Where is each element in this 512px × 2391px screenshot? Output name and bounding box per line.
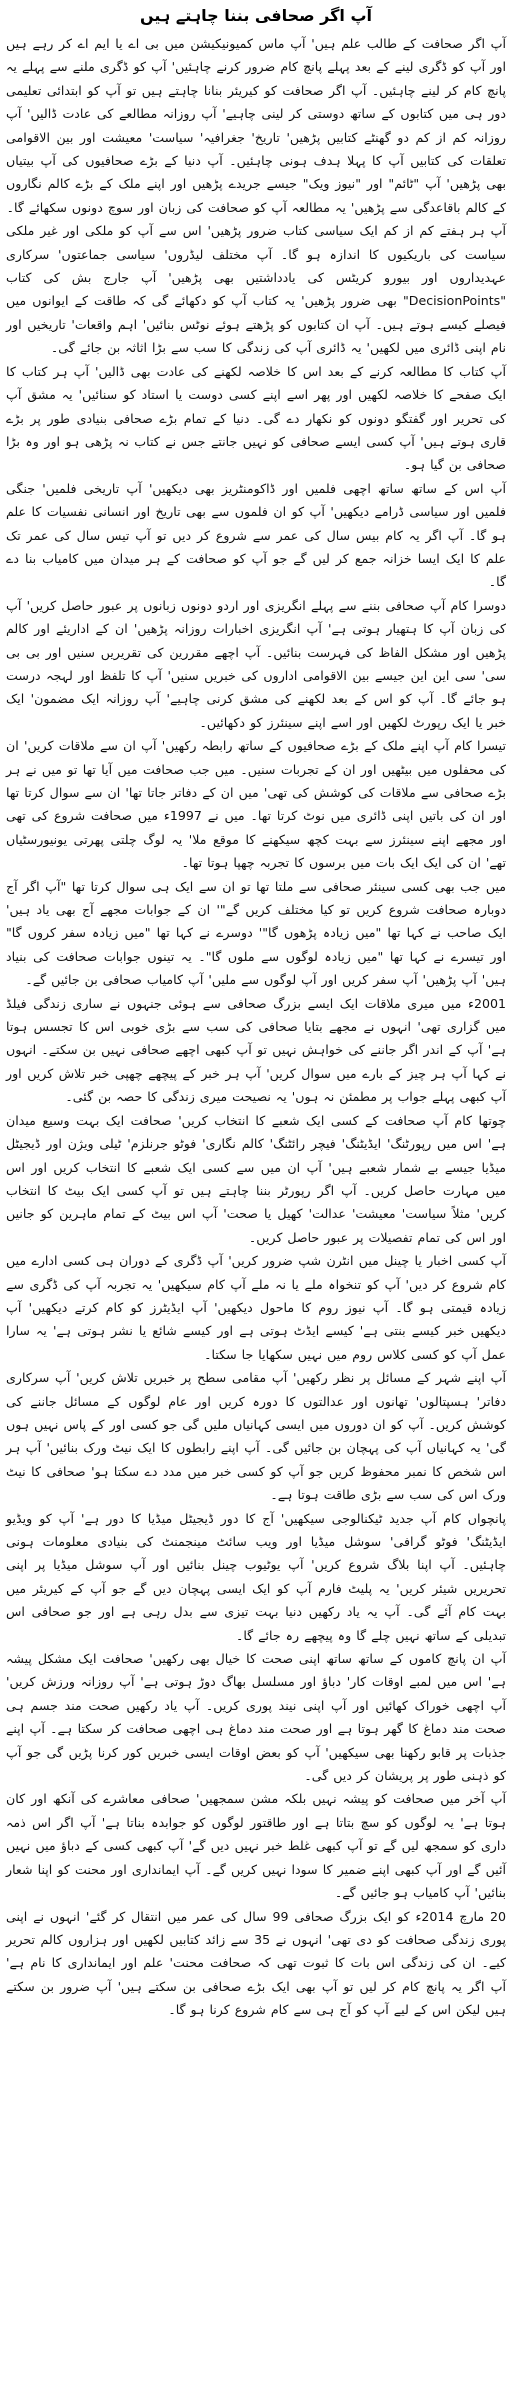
paragraph: پانچواں کام آپ جدید ٹیکنالوجی سیکھیں' آج کا دور ڈیجیٹل میڈیا کا دور ہے' آپ کو ویڈیو ایڈیٹنگ' فوٹو گرافی' سوشل میڈیا اور ویب سائٹ مینجمنٹ کی بنیادی معلومات ہونی چاہئیں۔ آپ اپنا بلاگ شروع کریں' آپ یوٹیوب چینل بنائیں اور آپ سوشل میڈیا پر اپنی تحریریں شیئر کریں' یہ پلیٹ فارم آپ کو ایک ایسی پہچان دیں گے جو آپ کے کیریئر میں بہت کام آئے گی۔ آپ یہ یاد رکھیں دنیا بہت تیزی سے بدل رہی ہے اور جو صحافی اس تبدیلی کے ساتھ نہیں چلے گا وہ پیچھے رہ جائے گا۔ [6, 1510, 506, 1643]
paragraph: آپ اگر صحافت کے طالب علم ہیں' آپ ماس کمیونیکیشن میں بی اے یا ایم اے کر رہے ہیں اور آپ کو ڈگری لینے کے بعد پہلے پانچ کام ضرور کرنے چاہئیں' آپ کو ڈگری ملنے سے پہلے یہ پانچ کام کر لینے چاہئیں۔ آپ اگر صحافت کو کیریئر بنانا چاہتے ہیں تو آپ کو ابتدائی تعلیمی دور ہی میں کتابوں کے ساتھ دوستی کر لینی چاہیے' آپ روزانہ مطالعے کی عادت ڈالیں' آپ روزانہ کم از کم دو گھنٹے کتابیں پڑھیں' تاریخ' جغرافیہ' سیاست' معیشت اور بین الاقوامی تعلقات کی کتابیں آپ کا پہلا ہدف ہونی چاہئیں۔ آپ دنیا کے بڑے صحافیوں کی آپ بیتیاں بھی پڑھیں' آپ "ٹائم" اور "نیوز ویک" جیسے جریدے پڑھیں اور اپنے ملک کے بڑے کالم نگاروں کے کالم باقاعدگی سے پڑھیں' یہ مطالعہ آپ کو صحافت کی زبان اور سوچ دونوں سکھائے گا۔ [6, 36, 506, 215]
paragraph: چوتھا کام آپ صحافت کے کسی ایک شعبے کا انتخاب کریں' صحافت ایک بہت وسیع میدان ہے' اس میں رپورٹنگ' ایڈیٹنگ' فیچر رائٹنگ' کالم نگاری' فوٹو جرنلزم' ٹیلی ویژن اور ڈیجیٹل میڈیا جیسے بے شمار شعبے ہیں' آپ ان میں سے کسی ایک شعبے کا انتخاب کریں اور اس میں مہارت حاصل کریں۔ آپ اگر رپورٹر بننا چاہتے ہیں تو آپ کسی ایک بیٹ کا انتخاب کریں' مثلاً سیاست' معیشت' عدالت' کھیل یا صحت' آپ اس بیٹ کے تمام ماہرین کو جانیں اور اس کی تمام تفصیلات پر عبور حاصل کریں۔ [6, 1112, 506, 1245]
column-headline: آپ اگر صحافی بننا چاہتے ہیں [139, 6, 373, 25]
paragraph: آپ اس کے ساتھ ساتھ اچھی فلمیں اور ڈاکومنٹریز بھی دیکھیں' آپ تاریخی فلمیں' جنگی فلمیں اور سیاسی ڈرامے دیکھیں' آپ کو ان فلموں سے بھی تاریخ اور انسانی نفسیات کا علم ہو گا۔ آپ اگر یہ کام بیس سال کی عمر سے شروع کر دیں تو آپ تیس سال کی عمر تک علم کا ایک ایسا خزانہ جمع کر لیں گے جو آپ کو صحافت کے ہر میدان میں کامیاب بنا دے گا۔ [6, 480, 506, 590]
paragraph: 2001ء میں میری ملاقات ایک ایسے بزرگ صحافی سے ہوئی جنہوں نے ساری زندگی فیلڈ میں گزاری تھی' انہوں نے مجھے بتایا صحافی کی سب سے بڑی خوبی اس کا تجسس ہوتا ہے' آپ کے اندر اگر جاننے کی خواہش نہیں تو آپ کبھی اچھے صحافی نہیں بن سکتے۔ انہوں نے کہا آپ ہر چیز کے بارے میں سوال کریں' آپ ہر خبر کے پیچھے چھپی خبر تلاش کریں اور آپ کبھی پہلے جواب پر مطمئن نہ ہوں' یہ نصیحت میری زندگی کا حصہ بن گئی۔ [6, 995, 506, 1105]
paragraph: تیسرا کام آپ اپنے ملک کے بڑے صحافیوں کے ساتھ رابطہ رکھیں' آپ ان سے ملاقات کریں' ان کی محفلوں میں بیٹھیں اور ان کے تجربات سنیں۔ میں جب صحافت میں آیا تھا تو میں نے ہر بڑے صحافی سے ملاقات کی کوشش کی تھی' میں ان کے دفاتر جاتا تھا' ان سے سوال کرتا تھا اور ان کی باتیں اپنی ڈائری میں نوٹ کرتا تھا۔ میں نے 1997ء میں صحافت شروع کی تھی اور مجھے اپنے سینئرز سے بہت کچھ سیکھنے کا موقع ملا' یہ لوگ چلتی پھرتی یونیورسٹیاں تھے' ان کی ایک ایک بات میں برسوں کا تجربہ چھپا ہوتا تھا۔ [6, 738, 506, 871]
paragraph: میں جب بھی کسی سینئر صحافی سے ملتا تھا تو ان سے ایک ہی سوال کرتا تھا "آپ اگر آج دوبارہ صحافت شروع کریں تو کیا مختلف کریں گے"' ان کے جوابات مجھے آج بھی یاد ہیں' ایک صاحب نے کہا تھا "میں زیادہ پڑھوں گا"' دوسرے نے کہا تھا "میں زیادہ سفر کروں گا" اور تیسرے نے کہا تھا "میں زیادہ لوگوں سے ملوں گا"۔ یہ تینوں جوابات صحافت کی بنیاد ہیں' آپ پڑھیں' آپ سفر کریں اور آپ لوگوں سے ملیں' آپ کامیاب صحافی بن جائیں گے۔ [6, 878, 506, 988]
paragraph: آپ اپنے شہر کے مسائل پر نظر رکھیں' آپ مقامی سطح پر خبریں تلاش کریں' آپ سرکاری دفاتر' ہسپتالوں' تھانوں اور عدالتوں کا دورہ کریں اور عام لوگوں کے مسائل جاننے کی کوشش کریں۔ آپ کو ان دوروں میں ایسی کہانیاں ملیں گی جو کسی اور کے پاس نہیں ہوں گی' یہ کہانیاں آپ کی پہچان بن جائیں گی۔ آپ اپنے رابطوں کا ایک نیٹ ورک بنائیں' آپ ہر اس شخص کا نمبر محفوظ کریں جو آپ کو کسی خبر میں مدد دے سکتا ہو' صحافی کا نیٹ ورک اس کی سب سے بڑی طاقت ہوتا ہے۔ [6, 1370, 506, 1503]
paragraph: دوسرا کام آپ صحافی بننے سے پہلے انگریزی اور اردو دونوں زبانوں پر عبور حاصل کریں' آپ کی زبان آپ کا ہتھیار ہوتی ہے' آپ انگریزی اخبارات روزانہ پڑھیں' ان کے اداریئے اور کالم پڑھیں اور مشکل الفاظ کی فہرست بنائیں۔ آپ اچھے مقررین کی تقریریں سنیں اور بی بی سی' سی این این جیسے بین الاقوامی اداروں کی خبریں سنیں' آپ کا تلفظ اور لہجہ درست ہو جائے گا۔ آپ کو اس کے بعد لکھنے کی مشق کرنی چاہیے' آپ روزانہ ایک مضمون' ایک خبر یا ایک رپورٹ لکھیں اور اسے اپنے سینئرز کو دکھائیں۔ [6, 597, 506, 730]
paragraph: آپ ان پانچ کاموں کے ساتھ ساتھ اپنی صحت کا خیال بھی رکھیں' صحافت ایک مشکل پیشہ ہے' اس میں لمبے اوقات کار' دباؤ اور مسلسل بھاگ دوڑ ہوتی ہے' آپ روزانہ ورزش کریں' آپ اچھی خوراک کھائیں اور آپ اپنی نیند پوری کریں۔ آپ یاد رکھیں صحت مند جسم ہی صحت مند دماغ کا گھر ہوتا ہے اور صحت مند دماغ ہی اچھی صحافت کر سکتا ہے۔ آپ اپنے جذبات پر قابو رکھنا بھی سیکھیں' آپ کو بعض اوقات ایسی خبریں کور کرنا پڑیں گی جو آپ کو ذہنی طور پر پریشان کر دیں گی۔ [6, 1651, 506, 1784]
paragraph: آپ ہر ہفتے کم از کم ایک سیاسی کتاب ضرور پڑھیں' اس سے آپ کو ملکی اور غیر ملکی سیاست کی باریکیوں کا اندازہ ہو گا۔ آپ مختلف لیڈروں' سیاسی جماعتوں' سرکاری عہدیداروں اور بیورو کریٹس کی یادداشتیں بھی پڑھیں' آپ جارج بش کی کتاب "DecisionPoints" بھی ضرور پڑھیں' یہ کتاب آپ کو دکھائے گی کہ طاقت کے ایوانوں میں فیصلے کیسے ہوتے ہیں۔ آپ ان کتابوں کو پڑھتے ہوئے نوٹس بنائیں' اہم واقعات' تاریخیں اور نام اپنی ڈائری میں لکھیں' یہ ڈائری آپ کی زندگی کا سب سے بڑا اثاثہ بن جائے گی۔ [6, 223, 506, 356]
column-body [6, 32, 506, 2022]
paragraph: آپ کتاب کا مطالعہ کرنے کے بعد اس کا خلاصہ لکھنے کی عادت بھی ڈالیں' آپ ہر کتاب کا ایک صفحے کا خلاصہ لکھیں اور پھر اسے اپنے کسی دوست یا استاد کو سنائیں' یہ مشق آپ کی تحریر اور گفتگو دونوں کو نکھار دے گی۔ دنیا کے تمام بڑے صحافی بنیادی طور پر بڑے قاری ہوتے ہیں' آپ کسی ایسے صحافی کو نہیں جانتے جس نے کتاب نہ پڑھی ہو اور وہ بڑا صحافی بن گیا ہو۔ [6, 363, 506, 473]
paragraph: آپ آخر میں صحافت کو پیشہ نہیں بلکہ مشن سمجھیں' صحافی معاشرے کی آنکھ اور کان ہوتا ہے' یہ لوگوں کو سچ بتاتا ہے اور طاقتور لوگوں کو جوابدہ بناتا ہے' آپ اگر اس ذمہ داری کو سمجھ لیں گے تو آپ کبھی غلط خبر نہیں دیں گے' آپ کبھی کسی کے دباؤ میں نہیں آئیں گے اور آپ کبھی اپنے ضمیر کا سودا نہیں کریں گے۔ آپ ایمانداری اور محنت کو اپنا شعار بنائیں' آپ کامیاب ہو جائیں گے۔ [6, 1791, 506, 1901]
paragraph: 20 مارچ 2014ء کو ایک بزرگ صحافی 99 سال کی عمر میں انتقال کر گئے' انہوں نے اپنی پوری زندگی صحافت کو دی تھی' انہوں نے 35 سے زائد کتابیں لکھیں اور ہزاروں کالم تحریر کیے۔ ان کی زندگی اس بات کا ثبوت تھی کہ صحافت محنت' علم اور ایمانداری کا نام ہے' آپ اگر یہ پانچ کام کر لیں تو آپ بھی ایک بڑے صحافی بن سکتے ہیں' آپ ضرور بن سکتے ہیں لیکن اس کے لیے آپ کو آج ہی سے کام شروع کرنا ہو گا۔ [6, 1908, 506, 2018]
paragraph: آپ کسی اخبار یا چینل میں انٹرن شپ ضرور کریں' آپ ڈگری کے دوران ہی کسی ادارے میں کام شروع کر دیں' آپ کو تنخواہ ملے یا نہ ملے آپ کام سیکھیں' یہ تجربہ آپ کی ڈگری سے زیادہ قیمتی ہو گا۔ آپ نیوز روم کا ماحول دیکھیں' آپ ایڈیٹرز کو کام کرتے دیکھیں' آپ دیکھیں خبر کیسے بنتی ہے' کیسے ایڈٹ ہوتی ہے اور کیسے شائع یا نشر ہوتی ہے' یہ سارا عمل آپ کو کسی کلاس روم میں نہیں سکھایا جا سکتا۔ [6, 1253, 506, 1362]
